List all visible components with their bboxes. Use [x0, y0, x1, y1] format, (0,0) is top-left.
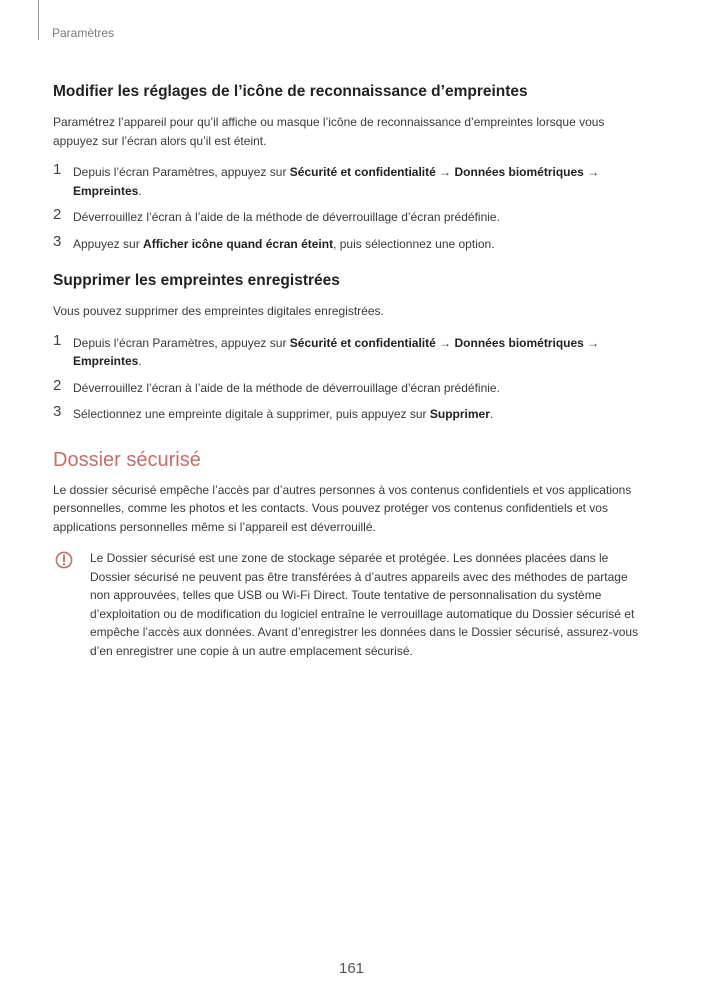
menu-path-security: Sécurité et confidentialité [289, 335, 436, 350]
step-number: 2 [53, 376, 62, 394]
step-item [53, 405, 648, 424]
step-number: 3 [53, 403, 62, 420]
step-number: 2 [53, 206, 62, 223]
menu-path-biometrics: Données biométriques [454, 335, 584, 350]
step-text: Sélectionnez une empreinte digitale à supprimer, puis appuyez sur [73, 407, 430, 421]
caution-note [53, 549, 648, 660]
section-intro: Le dossier sécurisé empêche l’accès par d’autres personnes à vos contenus confidentiels et vos applications personnelles, comme les photos et les contacts. Vous pouvez protéger vos contenus confidentiels et vos applications personnelles même si l’appareil est déverrouillé. [53, 482, 632, 534]
section-heading-fingerprint-icon: Modifier les réglages de l’icône de reconnaissance d’empreintes [53, 83, 528, 100]
step-item [53, 163, 648, 200]
step-item [53, 331, 648, 371]
menu-path-security: Sécurité et confidentialité [289, 165, 436, 179]
header-rule [38, 0, 39, 40]
menu-path-fingerprints: Empreintes [73, 354, 139, 368]
step-text: , puis sélectionnez une option. [333, 236, 495, 251]
step-number: 1 [53, 331, 62, 349]
steps-list [53, 331, 648, 424]
step-number: 3 [53, 232, 62, 250]
arrow-separator: → [583, 335, 600, 350]
step-number: 1 [53, 161, 62, 178]
section-heading-secure-folder: Dossier sécurisé [53, 448, 201, 471]
running-header: Paramètres [52, 26, 115, 40]
option-show-icon-screen-off: Afficher icône quand écran éteint [143, 236, 334, 251]
menu-path-fingerprints: Empreintes [73, 183, 139, 198]
section-heading-delete-fingerprints: Supprimer les empreintes enregistrées [53, 272, 340, 289]
step-text: . [489, 407, 494, 421]
step-text: Déverrouillez l’écran à l’aide de la méthode de déverrouillage d’écran prédéfinie. [73, 380, 500, 395]
arrow-separator: → [435, 335, 455, 350]
steps-list [53, 163, 648, 253]
caution-icon [55, 551, 73, 569]
menu-path-biometrics: Données biométriques [454, 165, 584, 179]
section-intro: Paramétrez l’appareil pour qu’il affiche ou masque l’icône de reconnaissance d’empreintes lorsque vous appuyez sur l’écran alors qu’il est éteint. [53, 115, 605, 148]
step-text: Appuyez sur [73, 236, 144, 251]
page-content [53, 80, 648, 660]
step-item [53, 376, 648, 398]
step-item [53, 232, 648, 254]
caution-note-text: Le Dossier sécurisé est une zone de stockage séparée et protégée. Les données placées dans le Dossier sécurisé ne peuvent pas être transférées à d’autres appareils avec des méthodes de partage non approuvées, telles que USB ou Wi-Fi Direct. Toute tentative de personnalisation du système d’exploitation ou de modification du logiciel entraîne le verrouillage automatique du Dossier sécurisé et empêche l’accès aux données. Avant d’enregistrer les données dans le Dossier sécurisé, assurez-vous d’en enregistrer une copie à un autre emplacement sécurisé. [90, 551, 639, 658]
step-text: Depuis l’écran Paramètres, appuyez sur [73, 165, 290, 179]
page-number: 161 [338, 960, 365, 977]
step-text: . [138, 354, 142, 368]
step-text: Déverrouillez l’écran à l’aide de la méthode de déverrouillage d’écran prédéfinie. [73, 210, 500, 224]
step-item [53, 208, 648, 227]
arrow-separator: → [583, 165, 600, 179]
step-text: . [138, 183, 142, 198]
arrow-separator: → [435, 165, 455, 179]
section-intro: Vous pouvez supprimer des empreintes digitales enregistrées. [53, 304, 384, 318]
option-delete: Supprimer [429, 407, 490, 421]
step-text: Depuis l’écran Paramètres, appuyez sur [73, 335, 290, 350]
